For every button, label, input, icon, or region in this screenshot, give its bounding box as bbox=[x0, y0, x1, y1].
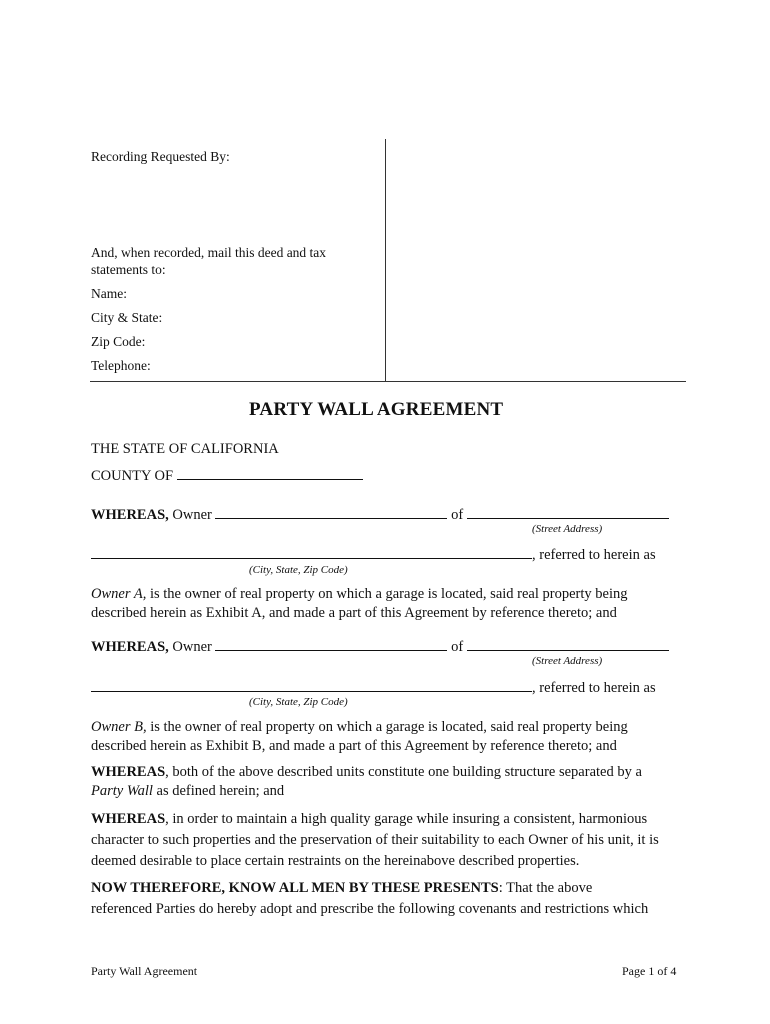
zip-code-label: Zip Code: bbox=[91, 334, 146, 349]
whereas2-body-line2: described herein as Exhibit B, and made a part of this Agreement by reference thereto; and bbox=[91, 738, 617, 754]
whereas3-line1 bbox=[91, 763, 642, 781]
whereas1-city-line bbox=[91, 545, 656, 564]
county-blank[interactable] bbox=[177, 466, 363, 480]
whereas2-referred: , referred to herein as bbox=[532, 680, 656, 696]
whereas1-city-caption: (City, State, Zip Code) bbox=[249, 564, 348, 576]
mail-instructions-line1: And, when recorded, mail this deed and tax bbox=[91, 245, 327, 260]
footer-doc-title: Party Wall Agreement bbox=[91, 964, 198, 978]
whereas3-label: WHEREAS bbox=[91, 764, 166, 780]
name-label: Name: bbox=[91, 286, 127, 301]
party-wall-term: Party Wall bbox=[91, 783, 153, 799]
whereas1-of-label: of bbox=[451, 507, 464, 523]
whereas4-line3: deemed desirable to place certain restraints on the hereinabove described properties. bbox=[91, 853, 580, 869]
whereas2-street-caption: (Street Address) bbox=[532, 655, 603, 667]
owner-b-term: Owner B, bbox=[91, 719, 147, 735]
owner-a-term: Owner A, bbox=[91, 586, 147, 602]
recording-requested-by: Recording Requested By: bbox=[91, 149, 230, 164]
now-therefore-text: : That the above bbox=[498, 880, 593, 896]
whereas2-owner-label: Owner bbox=[172, 639, 212, 655]
telephone-label: Telephone: bbox=[91, 358, 151, 373]
whereas1-referred: , referred to herein as bbox=[532, 547, 656, 563]
whereas4-line1 bbox=[91, 810, 647, 828]
whereas1-owner-label: Owner bbox=[172, 507, 212, 523]
now-therefore-line1 bbox=[91, 879, 592, 897]
whereas1-body-line1 bbox=[91, 585, 627, 603]
recording-box-divider bbox=[385, 139, 386, 381]
owner-a-city-blank[interactable] bbox=[91, 545, 532, 559]
whereas1-owner-line bbox=[91, 505, 669, 524]
whereas1-body-line2: described herein as Exhibit A, and made a part of this Agreement by reference thereto; and bbox=[91, 605, 617, 621]
whereas2-owner-line bbox=[91, 637, 669, 656]
owner-b-street-blank[interactable] bbox=[467, 637, 669, 651]
county-line bbox=[91, 466, 363, 485]
owner-a-street-blank[interactable] bbox=[467, 505, 669, 519]
whereas2-body-text: is the owner of real property on which a garage is located, said real property being bbox=[146, 719, 628, 735]
owner-a-name-blank[interactable] bbox=[215, 505, 447, 519]
whereas4-text: , in order to maintain a high quality garage while insuring a consistent, harmonious bbox=[165, 811, 648, 827]
state-line: THE STATE OF CALIFORNIA bbox=[91, 441, 279, 457]
now-therefore-line2: referenced Parties do hereby adopt and prescribe the following covenants and restrictions which bbox=[91, 901, 649, 917]
owner-b-city-blank[interactable] bbox=[91, 678, 532, 692]
document-title: PARTY WALL AGREEMENT bbox=[249, 399, 504, 420]
recording-box-bottom-rule bbox=[90, 381, 686, 382]
whereas4-line2: character to such properties and the preservation of their suitability to each Owner of his unit, it is bbox=[91, 832, 659, 848]
whereas3-text: , both of the above described units constitute one building structure separated by a bbox=[165, 764, 642, 780]
city-state-label: City & State: bbox=[91, 310, 163, 325]
now-therefore-label: NOW THEREFORE, KNOW ALL MEN BY THESE PRESENTS bbox=[91, 880, 499, 896]
whereas2-city-line bbox=[91, 678, 656, 697]
whereas3-text-end: as defined herein; and bbox=[152, 783, 285, 799]
owner-b-name-blank[interactable] bbox=[215, 637, 447, 651]
whereas3-line2 bbox=[91, 782, 284, 800]
whereas1-street-caption: (Street Address) bbox=[532, 523, 603, 535]
whereas1-body-text: is the owner of real property on which a garage is located, said real property being bbox=[146, 586, 628, 602]
whereas2-body-line1 bbox=[91, 718, 628, 736]
county-label: COUNTY OF bbox=[91, 468, 174, 484]
mail-instructions-line2: statements to: bbox=[91, 262, 166, 277]
whereas2-of-label: of bbox=[451, 639, 464, 655]
whereas2-city-caption: (City, State, Zip Code) bbox=[249, 696, 348, 708]
whereas4-label: WHEREAS bbox=[91, 811, 166, 827]
footer-page-number: Page 1 of 4 bbox=[622, 964, 677, 978]
whereas1-label: WHEREAS, bbox=[91, 507, 169, 523]
whereas2-label: WHEREAS, bbox=[91, 639, 169, 655]
